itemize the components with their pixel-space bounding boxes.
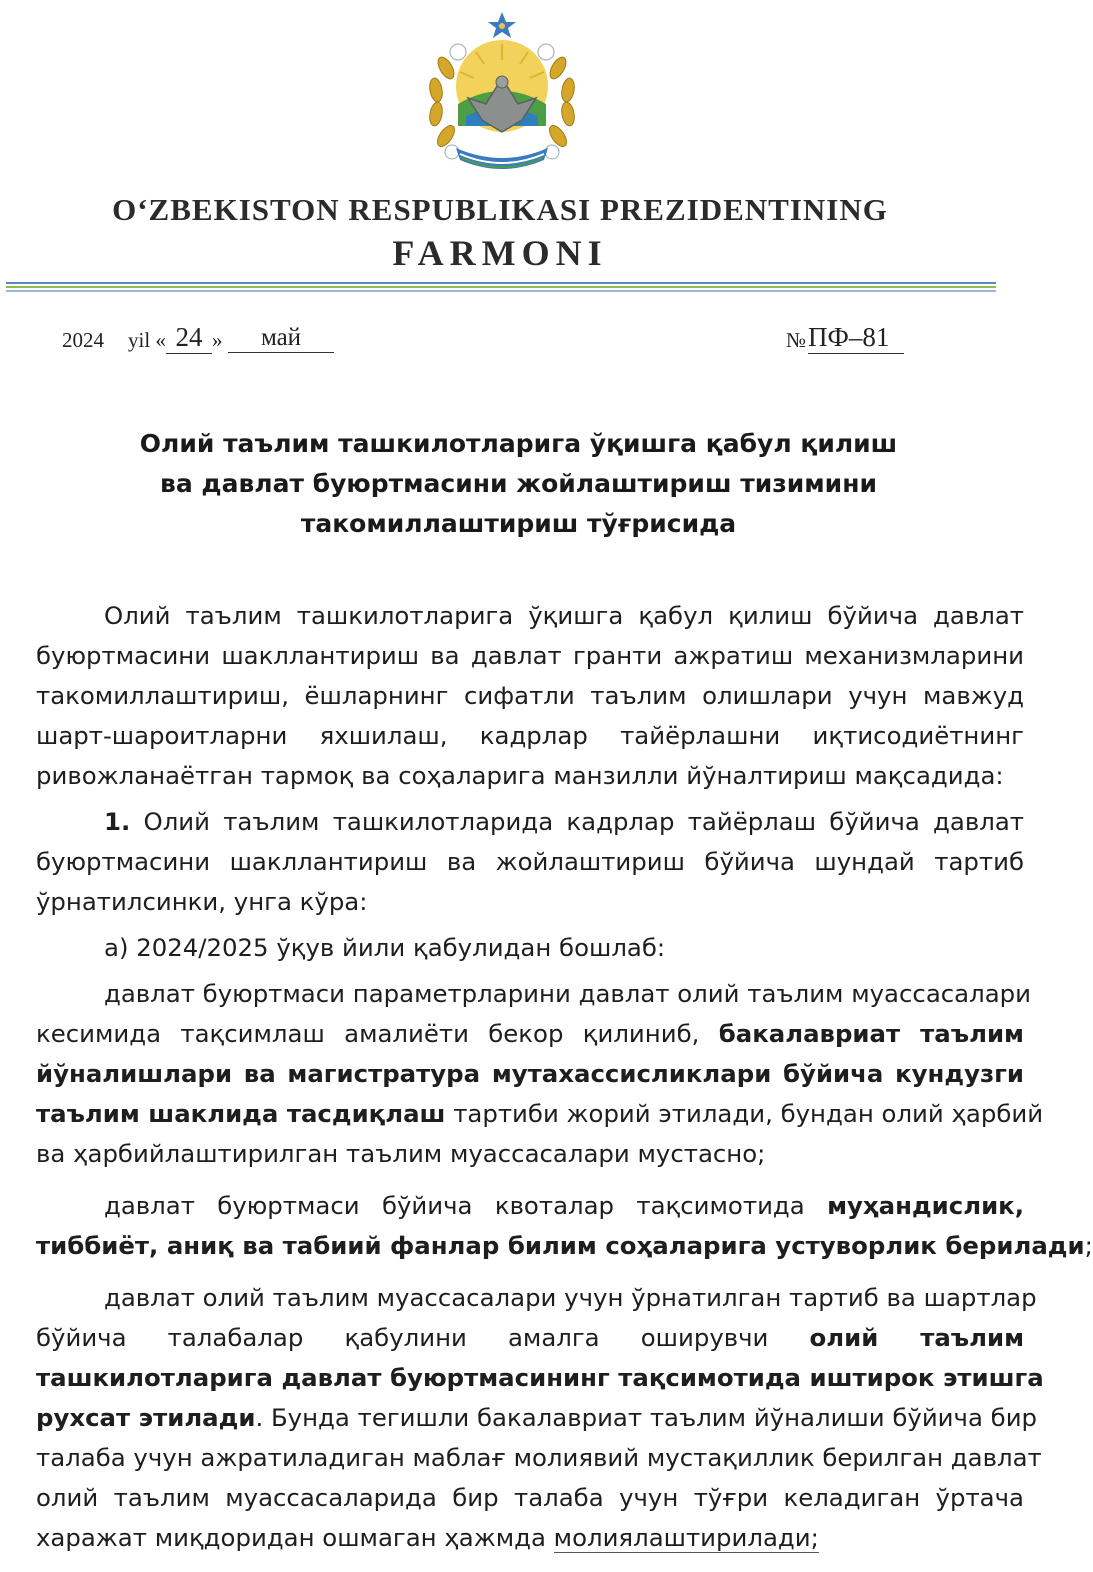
header-divider	[6, 282, 996, 294]
text-line: бўйича талабалар қабулини амалга оширувчи олий таълим	[36, 1323, 1025, 1352]
text-line: олий таълим муассасаларида бир талаба учун тўғри келадиган ўртача	[36, 1483, 1024, 1512]
paragraph-6	[36, 1278, 1044, 1558]
item-number: 1.	[104, 807, 131, 836]
number-sign: №	[786, 328, 807, 352]
text-line: такомиллаштириш, ёшларнинг сифатли таълим олишлари учун мавжуд	[36, 681, 1024, 710]
date-day: 24	[166, 322, 212, 354]
text-line: давлат олий таълим муассасалари учун ўрнатилган тартиб ва шартлар	[104, 1283, 1037, 1312]
paragraph-4	[36, 974, 1044, 1174]
text-line: таълим шаклида тасдиқлаш тартиби жорий этилади, бундан олий ҳарбий	[36, 1099, 1044, 1128]
title-line: ва давлат буюртмасини жойлаштириш тизимини	[160, 469, 877, 498]
issuer-heading: O‘ZBEKISTON RESPUBLIKASI PREZIDENTINING	[112, 192, 888, 227]
decree-body	[36, 596, 1093, 1558]
date-quote-close: »	[212, 328, 223, 352]
item-1-paragraph	[36, 802, 1024, 922]
text-line: ва ҳарбийлаштирилган таълим муассасалари мустасно;	[36, 1139, 766, 1168]
text-line: талаба учун ажратиладиган маблағ молиявий мустақиллик берилган давлат	[36, 1443, 1042, 1472]
text-line: рухсат этилади. Бунда тегишли бакалавриат таълим йўналиши бўйича бир	[36, 1403, 1038, 1432]
title-line: такомиллаштириш тўғрисида	[300, 509, 737, 538]
text-line: ўрнатилсинки, унга кўра:	[36, 887, 368, 916]
text-line: харажат миқдоридан ошмаган ҳажмда молиялаштирилади;	[36, 1523, 819, 1552]
date-yil-label: yil «	[128, 328, 166, 352]
date-number-line	[0, 322, 1037, 362]
text-line: 1. Олий таълим ташкилотларида кадрлар тайёрлаш бўйича давлат	[104, 807, 1024, 836]
text-line: ривожланаётган тармоқ ва соҳаларига манзилли йўналтириш мақсадида:	[36, 761, 1004, 790]
text-line: буюртмасини шакллантириш ва жойлаштириш бўйича шундай тартиб	[36, 847, 1024, 876]
decree-title	[0, 424, 1037, 544]
text-line: ташкилотларига давлат буюртмасининг тақсимотида иштирок этишга	[36, 1363, 1044, 1392]
text-line: Олий таълим ташкилотларига ўқишга қабул қилиш бўйича давлат	[104, 601, 1024, 630]
state-emblem-icon	[416, 8, 588, 180]
text-line: йўналишлари ва магистратура мутахассисликлари бўйича кундузги	[36, 1059, 1024, 1088]
preamble-paragraph	[36, 596, 1024, 796]
title-line: Олий таълим ташкилотларига ўқишга қабул қилиш	[139, 429, 898, 458]
text-line: шарт-шароитларни яхшилаш, кадрлар тайёрлашни иқтисодиётнинг	[36, 721, 1024, 750]
text-line: буюртмасини шакллантириш ва давлат гранти ажратиш механизмларини	[36, 641, 1024, 670]
text-line: давлат буюртмаси параметрларини давлат олий таълим муассасалари	[104, 979, 1031, 1008]
text-line: тиббиёт, аниқ ва табиий фанлар билим соҳаларига устуворлик берилади;	[36, 1231, 1093, 1260]
subitem-a: а) 2024/2025 ўқув йили қабулидан бошлаб:	[104, 933, 666, 962]
paragraph-5	[36, 1186, 1093, 1266]
text-line: давлат буюртмаси бўйича квоталар тақсимотида муҳандислик,	[104, 1191, 1024, 1220]
decree-number: ПФ–81	[808, 322, 904, 354]
text-line: кесимида тақсимлаш амалиёти бекор қилиниб, бакалавриат таълим	[36, 1019, 1024, 1048]
date-month: май	[228, 324, 334, 353]
document-type-heading: FARMONI	[392, 233, 608, 273]
date-year: 2024	[62, 328, 104, 352]
